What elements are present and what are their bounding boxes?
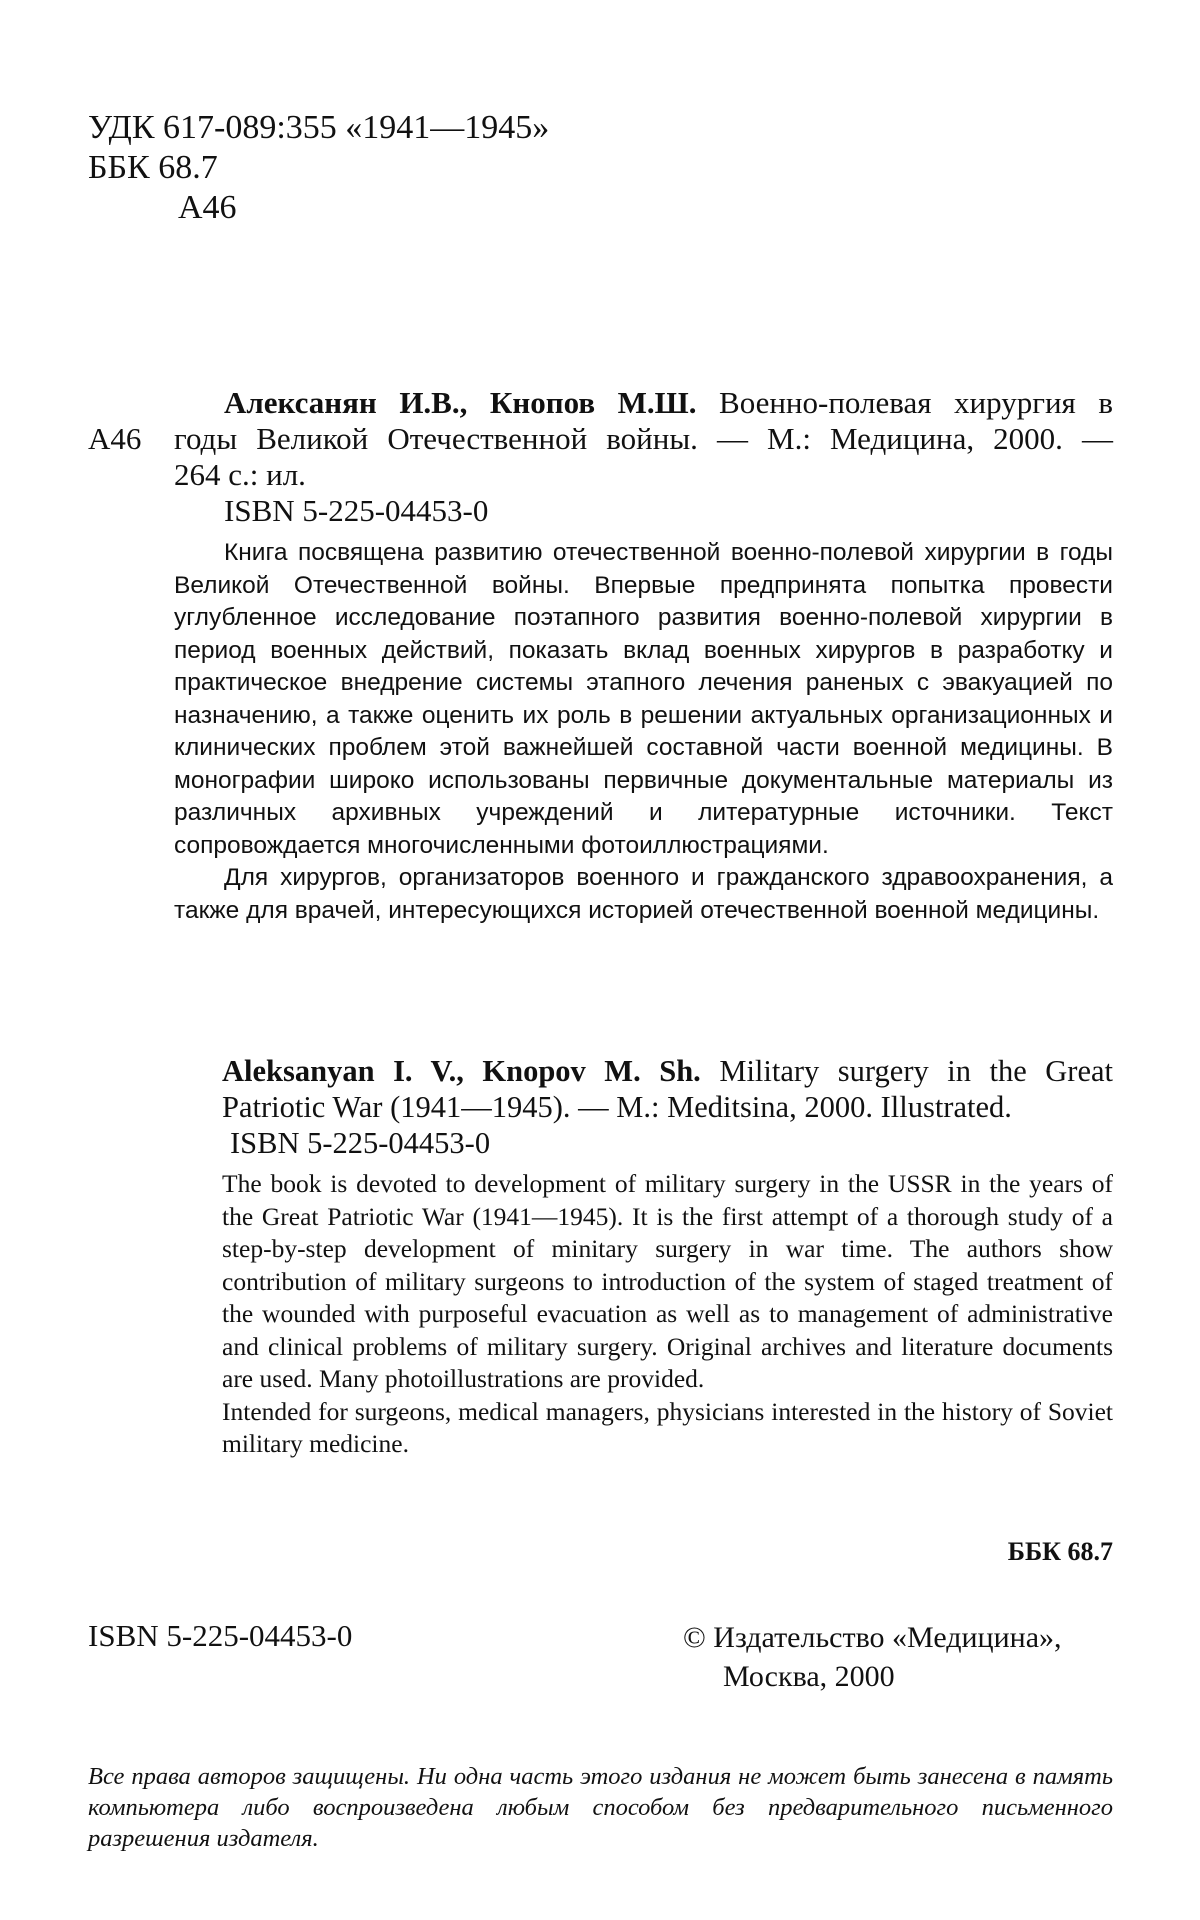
russian-abstract (174, 537, 1113, 927)
english-bibliographic-record (222, 1053, 1113, 1161)
en-isbn: ISBN 5-225-04453-0 (230, 1126, 491, 1160)
rights-notice: Все права авторов защищены. Ни одна часть этого издания не может быть занесена в память компьютера либо воспроизведена любым способом без предварительного письменного разрешения издателя. (88, 1763, 1113, 1852)
ru-authors: Алексанян И.В., Кнопов М.Ш. (224, 385, 697, 420)
ru-title-line-2 (88, 421, 1113, 457)
ru-abstract-text: Книга посвящена развитию отечественной военно-полевой хирургии в годы Великой Отечественной войны. Впервые предпринята попытка провести углубленное исследование поэтапного развития военно-полевой хирургии в период военных действий, показать вклад военных хирургов в разработку и практическое внедрение системы этапного лечения раненых с эвакуацией по назначению, а также оценить их роль в решении актуальных организационных и клинических проблем этой важнейшей составной части военной медицины. В монографии широко использованы первичные документальные материалы из различных архивных учреждений и литературные источники. Текст сопровождается многочисленными фотоиллюстрациями. (174, 539, 1113, 859)
ru-title-part-2: годы Великой Отечественной войны. — М.: Медицина, 2000. — (174, 421, 1113, 456)
en-title-part-1: Military surgery in the Great (719, 1054, 1113, 1088)
udk-code: УДК 617-089:355 «1941—1945» (88, 109, 550, 146)
copyright-city-year: Москва, 2000 (723, 1660, 895, 1693)
ru-cipher: А46 (88, 421, 142, 456)
bbk-code: ББК 68.7 (88, 149, 218, 186)
author-cipher: А46 (178, 189, 237, 226)
en-authors: Aleksanyan I. V., Knopov M. Sh. (222, 1054, 701, 1088)
ru-title-part-1: Военно-полевая хирургия в (719, 385, 1113, 420)
ru-pages: 264 с.: ил. (174, 457, 306, 492)
ru-title-line-1 (88, 385, 1113, 421)
footer-bbk: ББК 68.7 (1007, 1537, 1113, 1566)
ru-isbn: ISBN 5-225-04453-0 (224, 493, 489, 528)
russian-bibliographic-record (88, 385, 1113, 529)
en-audience-text: Intended for surgeons, medical managers, physicians interested in the history of Soviet military medicine. (222, 1396, 1113, 1458)
ru-audience-text: Для хирургов, организаторов военного и гражданского здравоохранения, а также для врачей, интересующихся историей отечественной военной медицины. (174, 864, 1113, 924)
footer-isbn: ISBN 5-225-04453-0 (88, 1618, 353, 1653)
copyright-notice (683, 1618, 1062, 1696)
en-abstract-text: The book is devoted to development of military surgery in the USSR in the years of the Great Patriotic War (1941—1945). It is the first attempt of a thorough study of a step-by-step development of minitary surgery in war time. The authors show contribution of military surgeons to introduction of the system of staged treatment of the wounded with purposeful evacuation as well as to management of administrative and clinical problems of military surgery. Original archives and literature documents are used. Many photoillustrations are provided. (222, 1169, 1113, 1393)
en-title-line-1 (222, 1053, 1113, 1089)
english-abstract (222, 1168, 1113, 1461)
classification-block (88, 108, 549, 228)
en-title-line-2: Patriotic War (1941—1945). — M.: Meditsina, 2000. Illustrated. (222, 1090, 1012, 1124)
copyright-publisher: © Издательство «Медицина», (683, 1621, 1062, 1654)
